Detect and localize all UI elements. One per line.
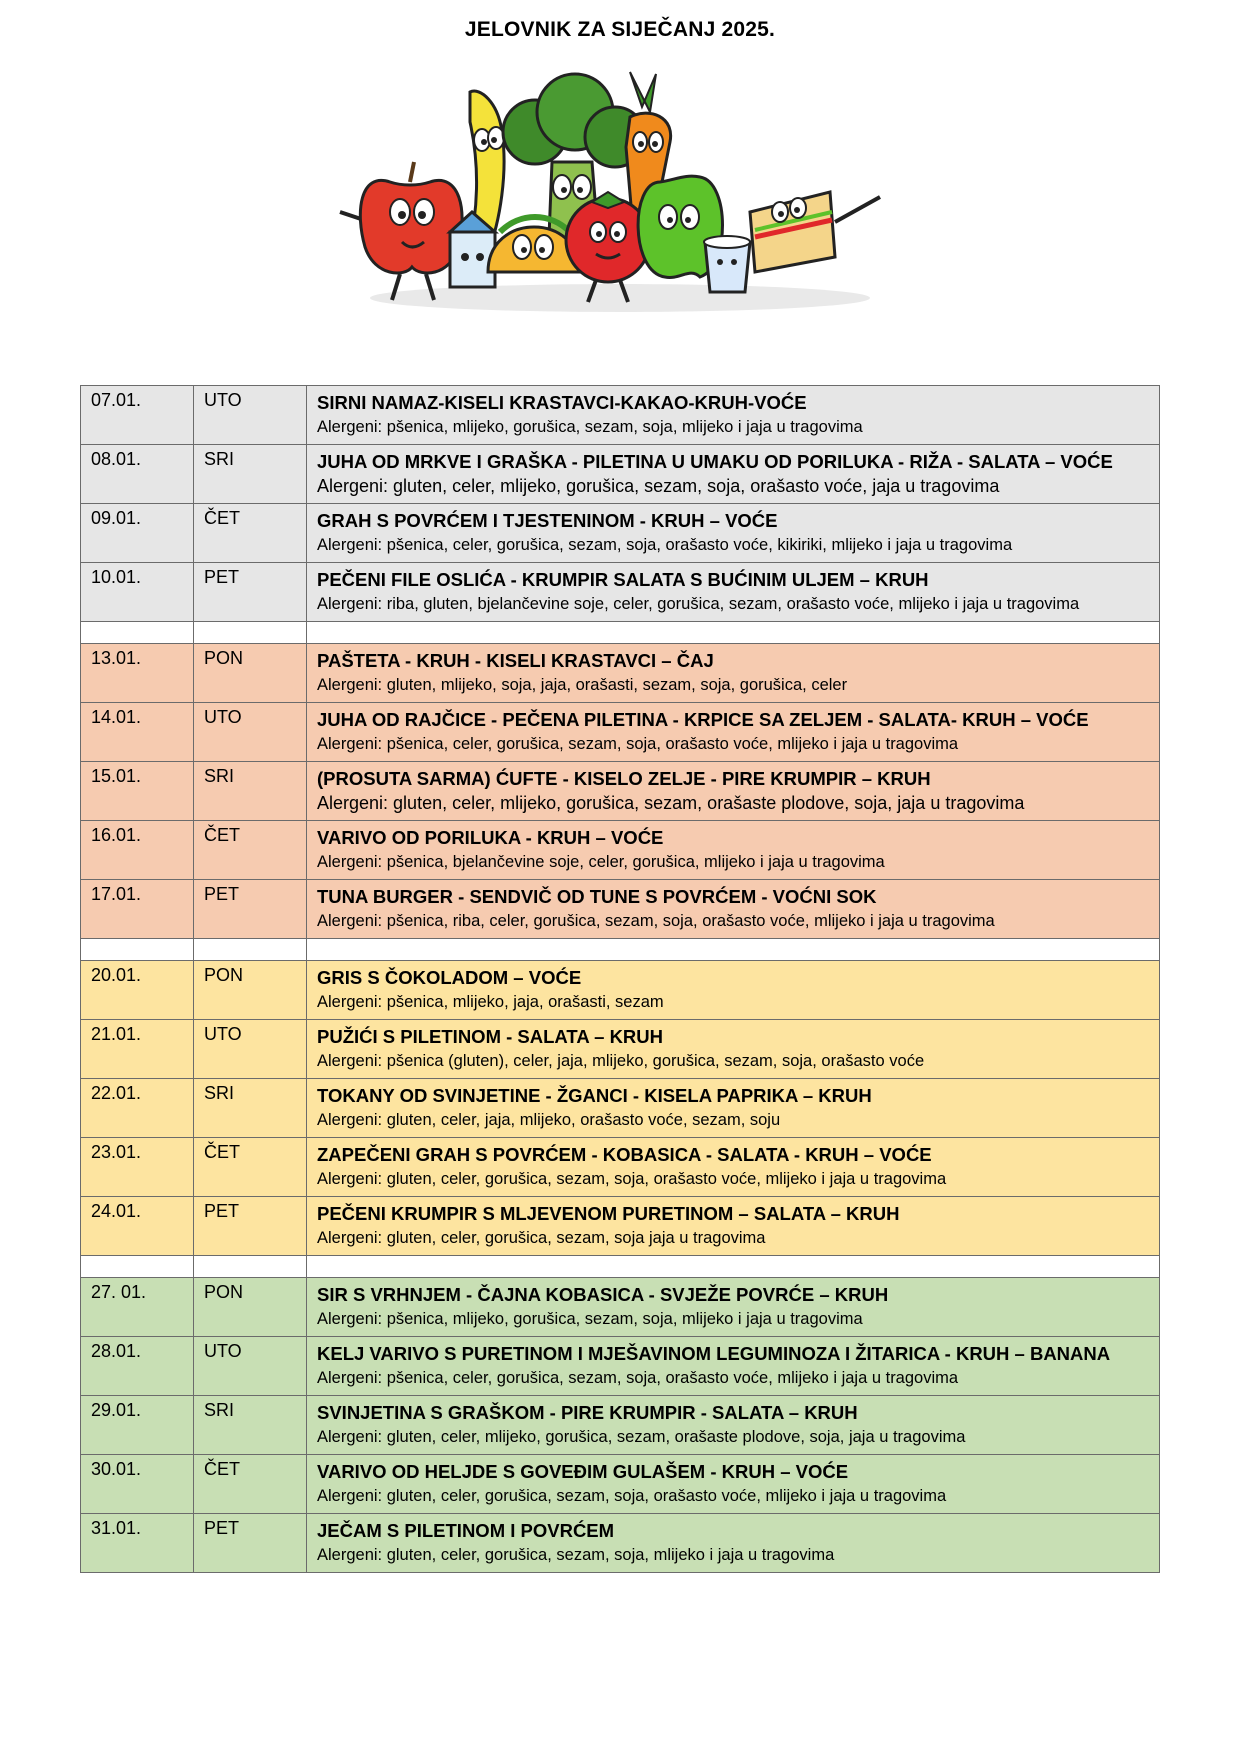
menu-row: [81, 961, 1160, 1020]
menu-day-cell: PET: [194, 880, 307, 939]
menu-day-cell: SRI: [194, 1396, 307, 1455]
menu-row: [81, 445, 1160, 504]
menu-date-cell: 17.01.: [81, 880, 194, 939]
allergens-text: Alergeni: gluten, celer, mlijeko, gorušica, sezam, orašaste plodove, soja, jaja u tragovima: [317, 793, 1025, 813]
menu-day-cell: PON: [194, 1278, 307, 1337]
meal-name: TOKANY OD SVINJETINE - ŽGANCI - KISELA PAPRIKA – KRUH: [317, 1085, 872, 1106]
allergens-text: Alergeni: gluten, celer, mlijeko, gorušica, sezam, orašaste plodove, soja, jaja u tragovima: [317, 1428, 966, 1446]
menu-meal-cell: [307, 1514, 1160, 1573]
meal-name: JUHA OD MRKVE I GRAŠKA - PILETINA U UMAKU OD PORILUKA - RIŽA - SALATA – VOĆE: [317, 451, 1113, 472]
menu-row: [81, 1278, 1160, 1337]
menu-meal-cell: [307, 1396, 1160, 1455]
menu-row: [81, 644, 1160, 703]
menu-meal-cell: [307, 1138, 1160, 1197]
allergens-text: Alergeni: pšenica, mlijeko, gorušica, sezam, soja, mlijeko i jaja u tragovima: [317, 1310, 863, 1328]
menu-row: [81, 1197, 1160, 1256]
menu-day-cell: UTO: [194, 1337, 307, 1396]
menu-meal-cell: [307, 386, 1160, 445]
meal-name: ZAPEČENI GRAH S POVRĆEM - KOBASICA - SALATA - KRUH – VOĆE: [317, 1144, 932, 1165]
meal-name: JUHA OD RAJČICE - PEČENA PILETINA - KRPICE SA ZELJEM - SALATA- KRUH – VOĆE: [317, 709, 1089, 730]
allergens-text: Alergeni: pšenica, bjelančevine soje, celer, gorušica, mlijeko i jaja u tragovima: [317, 853, 885, 871]
apple-character: [340, 162, 462, 300]
menu-meal-cell: [307, 1079, 1160, 1138]
menu-row: [81, 821, 1160, 880]
allergens-text: Alergeni: gluten, mlijeko, soja, jaja, orašasti, sezam, soja, gorušica, celer: [317, 676, 848, 694]
menu-meal-cell: [307, 880, 1160, 939]
allergens-text: Alergeni: gluten, celer, jaja, mlijeko, orašasto voće, sezam, soju: [317, 1111, 781, 1129]
meal-name: PEČENI KRUMPIR S MLJEVENOM PURETINOM – SALATA – KRUH: [317, 1203, 900, 1224]
empty-cell: [307, 622, 1160, 644]
menu-date-cell: 10.01.: [81, 563, 194, 622]
menu-row: [81, 703, 1160, 762]
menu-date-cell: 27. 01.: [81, 1278, 194, 1337]
empty-cell: [194, 1256, 307, 1278]
menu-date-cell: 28.01.: [81, 1337, 194, 1396]
empty-cell: [194, 622, 307, 644]
allergens-text: Alergeni: gluten, celer, gorušica, sezam, soja, orašasto voće, mlijeko i jaja u tragovima: [317, 1487, 947, 1505]
allergens-text: Alergeni: pšenica, celer, gorušica, sezam, soja, orašasto voće, mlijeko i jaja u tragovima: [317, 735, 959, 753]
menu-day-cell: UTO: [194, 703, 307, 762]
menu-row: [81, 880, 1160, 939]
meal-name: SIR S VRHNJEM - ČAJNA KOBASICA - SVJEŽE POVRĆE – KRUH: [317, 1284, 889, 1305]
empty-cell: [81, 939, 194, 961]
menu-meal-cell: [307, 821, 1160, 880]
week-separator-row: [81, 939, 1160, 961]
menu-day-cell: SRI: [194, 1079, 307, 1138]
menu-date-cell: 09.01.: [81, 504, 194, 563]
allergens-text: Alergeni: pšenica, celer, gorušica, sezam, soja, orašasto voće, mlijeko i jaja u tragovima: [317, 1369, 959, 1387]
allergens-text: Alergeni: riba, gluten, bjelančevine soje, celer, gorušica, sezam, orašasto voće, mlijeko i jaja u tragovima: [317, 595, 1080, 613]
menu-day-cell: PET: [194, 563, 307, 622]
menu-day-cell: ČET: [194, 504, 307, 563]
meal-name: PUŽIĆI S PILETINOM - SALATA – KRUH: [317, 1026, 664, 1047]
page-title: JELOVNIK ZA SIJEČANJ 2025.: [464, 18, 776, 41]
menu-day-cell: PET: [194, 1514, 307, 1573]
allergens-text: Alergeni: gluten, celer, gorušica, sezam, soja, orašasto voće, mlijeko i jaja u tragovima: [317, 1170, 947, 1188]
yogurt-character: [704, 236, 750, 292]
menu-row: [81, 1138, 1160, 1197]
menu-day-cell: SRI: [194, 445, 307, 504]
menu-meal-cell: [307, 1278, 1160, 1337]
menu-row: [81, 762, 1160, 821]
meal-name: (PROSUTA SARMA) ĆUFTE - KISELO ZELJE - PIRE KRUMPIR – KRUH: [317, 768, 931, 789]
menu-meal-cell: [307, 1197, 1160, 1256]
menu-day-cell: SRI: [194, 762, 307, 821]
menu-date-cell: 24.01.: [81, 1197, 194, 1256]
allergens-text: Alergeni: pšenica, celer, gorušica, sezam, soja, orašasto voće, kikiriki, mlijeko i jaja u tragovima: [317, 536, 1013, 554]
menu-row: [81, 1020, 1160, 1079]
allergens-text: Alergeni: pšenica, mlijeko, gorušica, sezam, soja, mlijeko i jaja u tragovima: [317, 418, 863, 436]
menu-date-cell: 13.01.: [81, 644, 194, 703]
menu-meal-cell: [307, 762, 1160, 821]
menu-day-cell: ČET: [194, 1138, 307, 1197]
meal-name: KELJ VARIVO S PURETINOM I MJEŠAVINOM LEGUMINOZA I ŽITARICA - KRUH – BANANA: [317, 1343, 1111, 1364]
menu-row: [81, 504, 1160, 563]
meal-name: SVINJETINA S GRAŠKOM - PIRE KRUMPIR - SALATA – KRUH: [317, 1402, 858, 1423]
menu-day-cell: PON: [194, 644, 307, 703]
allergens-text: Alergeni: gluten, celer, gorušica, sezam, soja, mlijeko i jaja u tragovima: [317, 1546, 835, 1564]
menu-date-cell: 14.01.: [81, 703, 194, 762]
allergens-text: Alergeni: pšenica (gluten), celer, jaja, mlijeko, gorušica, sezam, soja, orašasto voće: [317, 1052, 925, 1070]
empty-cell: [307, 1256, 1160, 1278]
menu-row: [81, 1396, 1160, 1455]
menu-table-body: [81, 386, 1160, 1573]
menu-row: [81, 1337, 1160, 1396]
vegetables-illustration: [330, 62, 910, 320]
menu-date-cell: 08.01.: [81, 445, 194, 504]
menu-date-cell: 15.01.: [81, 762, 194, 821]
meal-name: GRAH S POVRĆEM I TJESTENINOM - KRUH – VOĆE: [317, 510, 778, 531]
menu-meal-cell: [307, 563, 1160, 622]
menu-meal-cell: [307, 504, 1160, 563]
meal-name: VARIVO OD PORILUKA - KRUH – VOĆE: [317, 827, 664, 848]
meal-name: GRIS S ČOKOLADOM – VOĆE: [317, 967, 582, 988]
menu-meal-cell: [307, 703, 1160, 762]
meal-name: TUNA BURGER - SENDVIČ OD TUNE S POVRĆEM - VOĆNI SOK: [317, 886, 877, 907]
menu-day-cell: PON: [194, 961, 307, 1020]
menu-date-cell: 20.01.: [81, 961, 194, 1020]
meal-name: PAŠTETA - KRUH - KISELI KRASTAVCI – ČAJ: [317, 650, 714, 671]
menu-row: [81, 386, 1160, 445]
menu-table: [80, 385, 1160, 1573]
menu-day-cell: ČET: [194, 821, 307, 880]
sandwich-character: [750, 192, 880, 272]
menu-date-cell: 23.01.: [81, 1138, 194, 1197]
meal-name: PEČENI FILE OSLIĆA - KRUMPIR SALATA S BUĆINIM ULJEM – KRUH: [317, 569, 929, 590]
allergens-text: Alergeni: pšenica, riba, celer, gorušica, sezam, soja, orašasto voće, mlijeko i jaja u tragovima: [317, 912, 995, 930]
menu-date-cell: 22.01.: [81, 1079, 194, 1138]
meal-name: VARIVO OD HELJDE S GOVEĐIM GULAŠEM - KRUH – VOĆE: [317, 1461, 849, 1482]
meal-name: SIRNI NAMAZ-KISELI KRASTAVCI-KAKAO-KRUH-VOĆE: [317, 392, 807, 413]
menu-day-cell: ČET: [194, 1455, 307, 1514]
allergens-text: Alergeni: gluten, celer, mlijeko, gorušica, sezam, soja, orašasto voće, jaja u tragovima: [317, 476, 1000, 496]
allergens-text: Alergeni: pšenica, mlijeko, jaja, orašasti, sezam: [317, 993, 664, 1011]
menu-date-cell: 29.01.: [81, 1396, 194, 1455]
menu-meal-cell: [307, 644, 1160, 703]
empty-cell: [81, 622, 194, 644]
empty-cell: [194, 939, 307, 961]
menu-day-cell: UTO: [194, 386, 307, 445]
menu-meal-cell: [307, 1020, 1160, 1079]
menu-date-cell: 07.01.: [81, 386, 194, 445]
menu-day-cell: PET: [194, 1197, 307, 1256]
meal-name: JEČAM S PILETINOM I POVRĆEM: [317, 1520, 615, 1541]
menu-meal-cell: [307, 961, 1160, 1020]
menu-row: [81, 1514, 1160, 1573]
menu-meal-cell: [307, 445, 1160, 504]
menu-date-cell: 16.01.: [81, 821, 194, 880]
menu-day-cell: UTO: [194, 1020, 307, 1079]
menu-date-cell: 31.01.: [81, 1514, 194, 1573]
menu-meal-cell: [307, 1337, 1160, 1396]
allergens-text: Alergeni: gluten, celer, gorušica, sezam, soja jaja u tragovima: [317, 1229, 766, 1247]
empty-cell: [81, 1256, 194, 1278]
menu-date-cell: 30.01.: [81, 1455, 194, 1514]
menu-row: [81, 1079, 1160, 1138]
menu-date-cell: 21.01.: [81, 1020, 194, 1079]
menu-row: [81, 1455, 1160, 1514]
menu-meal-cell: [307, 1455, 1160, 1514]
week-separator-row: [81, 622, 1160, 644]
empty-cell: [307, 939, 1160, 961]
menu-row: [81, 563, 1160, 622]
week-separator-row: [81, 1256, 1160, 1278]
